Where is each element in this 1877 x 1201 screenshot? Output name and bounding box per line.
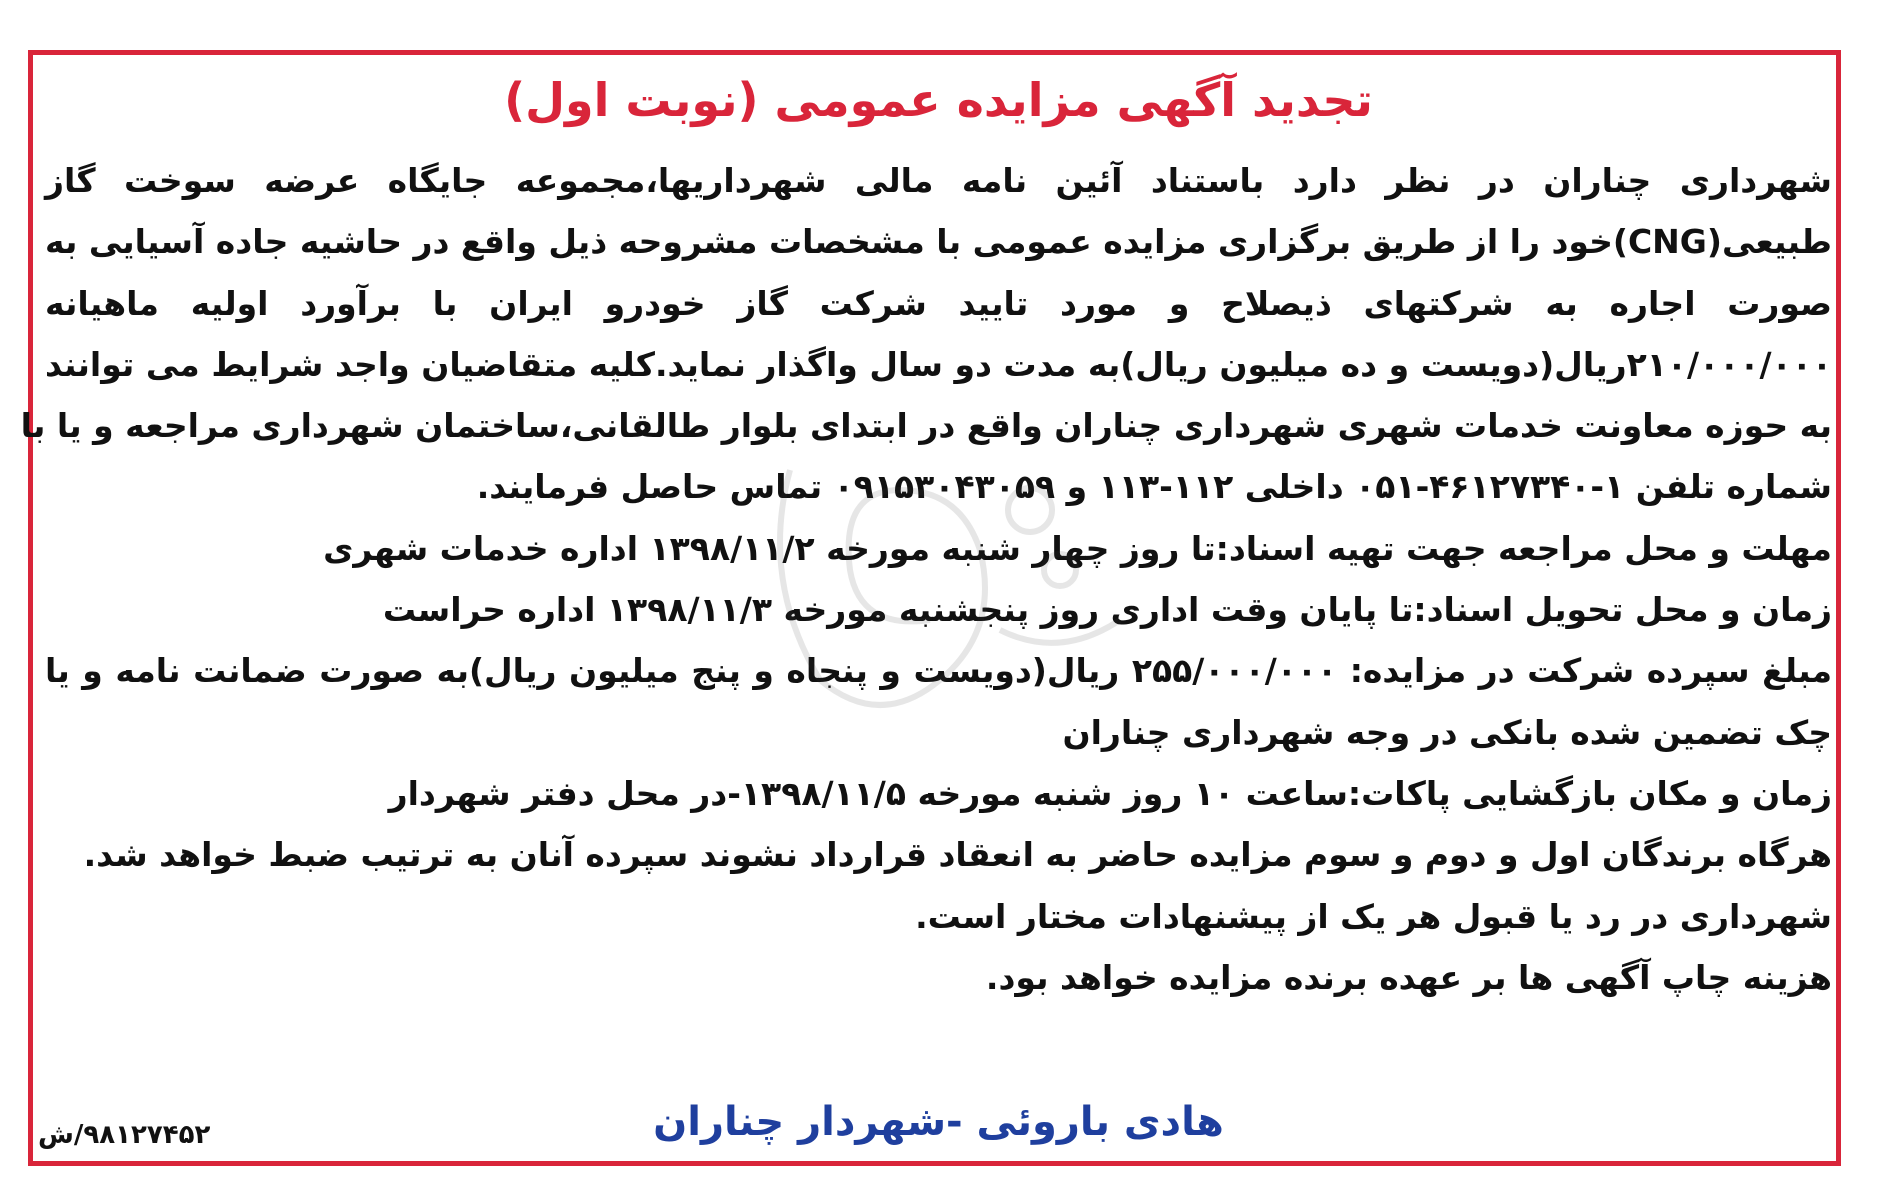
deposit-amount-line: مبلغ سپرده شرکت در مزایده: ۲۵۵/۰۰۰/۰۰۰ ریال(دویست و پنجاه و پنج میلیون ریال)به صورت ضمانت نامه و یا	[45, 651, 1833, 691]
opening-time-line: زمان و مکان بازگشایی پاکات:ساعت ۱۰ روز شنبه مورخه ۱۳۹۸/۱۱/۵-در محل دفتر شهردار	[388, 773, 1832, 813]
notice-title: تجدید آگهی مزایده عمومی (نوبت اول)	[504, 73, 1373, 127]
deposit-amount-line-continued: چک تضمین شده بانکی در وجه شهرداری چناران	[1062, 712, 1832, 752]
ad-cost-line: هزینه چاپ آگهی ها بر عهده برنده مزایده خواهد بود.	[985, 957, 1832, 997]
paragraph-line: به حوزه معاونت خدمات شهری شهرداری چناران واقع در ابتدای بلوار طالقانی،ساختمان شهرداری مراجعه و یا با	[20, 406, 1832, 446]
municipality-rights-line: شهرداری در رد یا قبول هر یک از پیشنهادات مختار است.	[915, 896, 1832, 936]
paragraph-line: ۲۱۰/۰۰۰/۰۰۰ریال(دویست و ده میلیون ریال)به مدت دو سال واگذار نماید.کلیه متقاضیان واجد شرایط می توانند	[45, 344, 1832, 384]
forfeit-clause-line: هرگاه برندگان اول و دوم و سوم مزایده حاضر به انعقاد قرارداد نشوند سپرده آنان به ترتیب ضبط خواهد شد.	[83, 835, 1832, 875]
paragraph-line: طبیعی(CNG)خود را از طریق برگزاری مزایده عمومی با مشخصات مشروحه ذیل واقع در حاشیه جاده آسیایی به	[45, 222, 1832, 262]
paragraph-line: شماره تلفن ۱-۴۶۱۲۷۳۴۰-۰۵۱ داخلی ۱۱۲-۱۱۳ و ۰۹۱۵۳۰۴۳۰۵۹ تماس حاصل فرمایند.	[476, 467, 1832, 507]
ad-code: ۹۸۱۲۷۴۵۲/ش	[38, 1120, 211, 1150]
paragraph-line: شهرداری چناران در نظر دارد باستناد آئین نامه مالی شهرداریها،مجموعه جایگاه عرضه سوخت گاز	[45, 161, 1832, 200]
mayor-signature: هادی باروئی -شهردار چناران	[653, 1099, 1224, 1145]
document-delivery-line: زمان و محل تحویل اسناد:تا پایان وقت اداری روز پنجشنبه مورخه ۱۳۹۸/۱۱/۳ اداره حراست	[382, 590, 1832, 630]
notice-body	[20, 150, 1833, 1008]
document-deadline-line: مهلت و محل مراجعه جهت تهیه اسناد:تا روز چهار شنبه مورخه ۱۳۹۸/۱۱/۲ اداره خدمات شهری	[323, 528, 1832, 568]
paragraph-line: صورت اجاره به شرکتهای ذیصلاح و مورد تایید شرکت گاز خودرو ایران با برآورد اولیه ماهیانه	[45, 283, 1832, 323]
